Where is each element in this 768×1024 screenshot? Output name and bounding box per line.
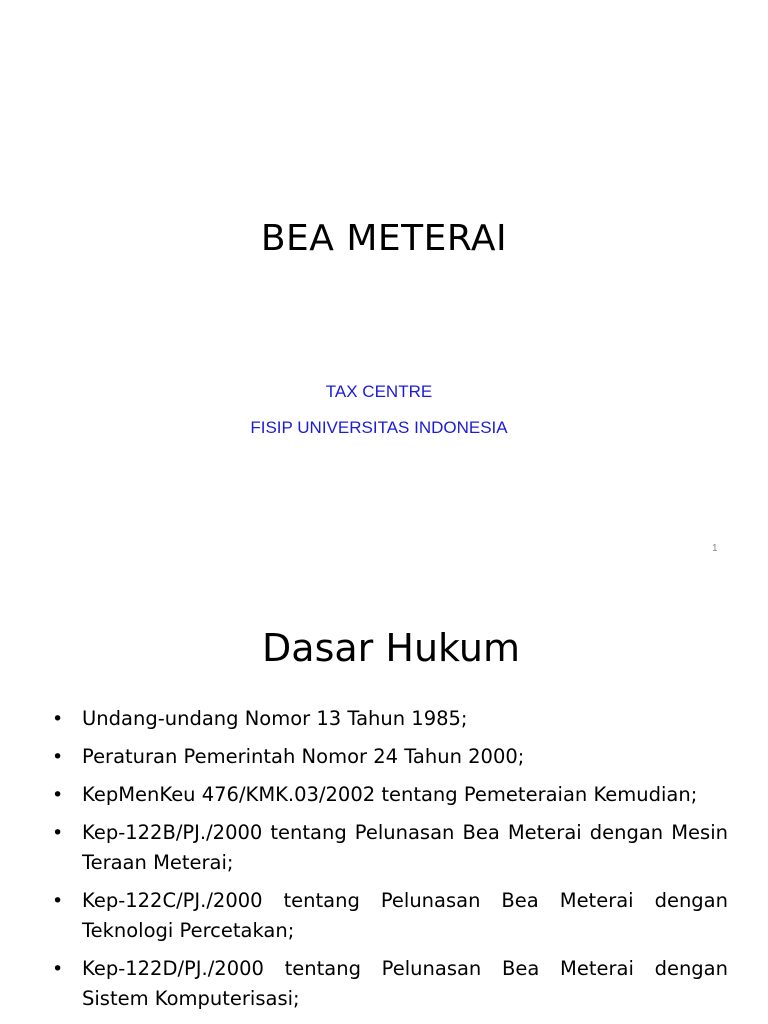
list-item: [0, 954, 768, 1014]
list-item-text: Kep-122B/PJ./2000 tentang Pelunasan Bea Meterai dengan Mesin Teraan Meterai;: [82, 821, 728, 874]
subtitle-organization: TAX CENTRE: [325, 382, 433, 401]
slide-title: BEA METERAI: [260, 218, 508, 259]
legal-basis-list: [0, 704, 768, 1022]
page-number: 1: [712, 543, 718, 554]
list-item-text: Undang-undang Nomor 13 Tahun 1985;: [82, 707, 468, 730]
list-item-text: KepMenKeu 476/KMK.03/2002 tentang Pemeteraian Kemudian;: [82, 783, 698, 806]
bullet-icon: •: [52, 708, 64, 730]
slide-title: Dasar Hukum: [262, 626, 520, 670]
bullet-icon: •: [52, 746, 64, 768]
list-item: [0, 886, 768, 946]
list-item: [0, 780, 768, 810]
bullet-icon: •: [52, 890, 64, 912]
bullet-icon: •: [52, 958, 64, 980]
list-item-text: Peraturan Pemerintah Nomor 24 Tahun 2000;: [82, 745, 525, 768]
list-item: [0, 742, 768, 772]
list-item-text: Kep-122C/PJ./2000 tentang Pelunasan Bea Meterai dengan Teknologi Percetakan;: [82, 889, 728, 942]
list-item: [0, 818, 768, 878]
subtitle-institution: FISIP UNIVERSITAS INDONESIA: [250, 418, 508, 437]
bullet-icon: •: [52, 784, 64, 806]
list-item: [0, 704, 768, 734]
slide-2: [0, 576, 768, 1024]
bullet-icon: •: [52, 822, 64, 844]
list-item-text: Kep-122D/PJ./2000 tentang Pelunasan Bea Meterai dengan Sistem Komputerisasi;: [82, 957, 728, 1010]
